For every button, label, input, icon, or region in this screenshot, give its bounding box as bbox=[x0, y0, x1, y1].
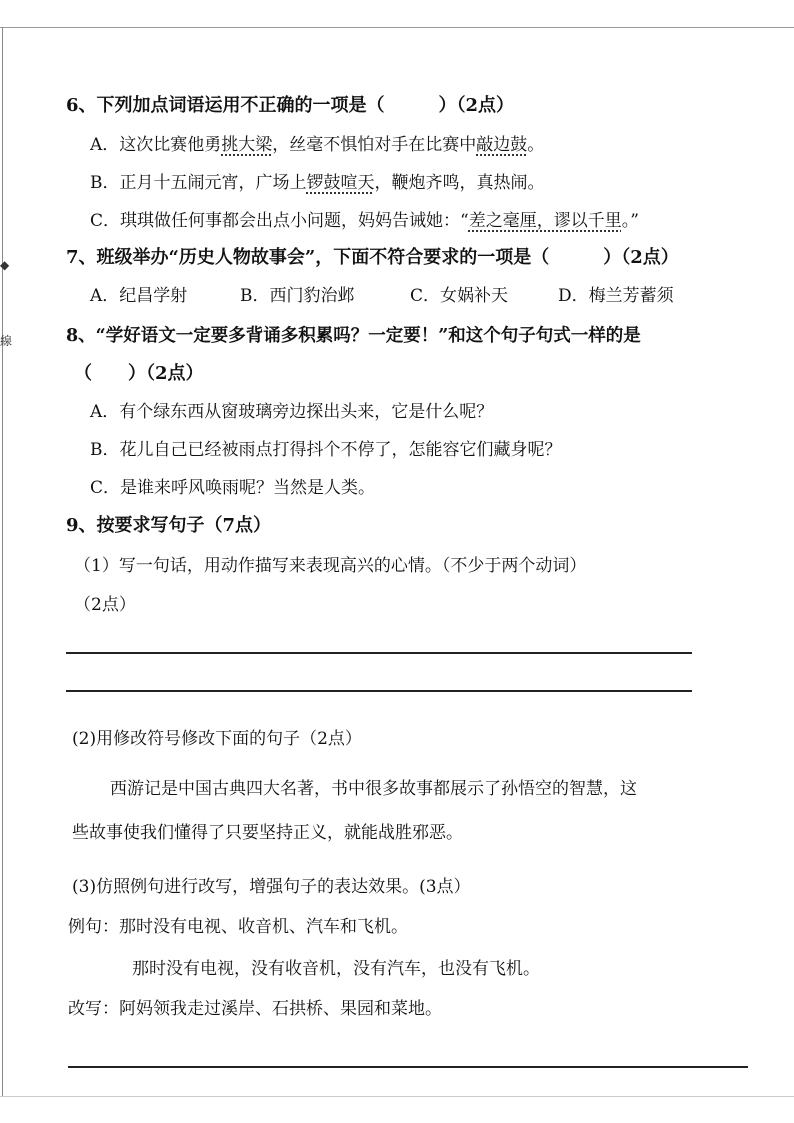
q8-option-b: B．花儿自己已经被雨点打得抖个不停了，怎能容它们藏身呢？ bbox=[90, 440, 562, 460]
q6-option-c bbox=[90, 210, 639, 232]
q9-part1-prompt: （1）写一句话，用动作描写来表现高兴的心情。（不少于两个动词） bbox=[74, 556, 587, 576]
q6-c-dotted-text: 差之毫厘，谬以千里 bbox=[468, 211, 622, 231]
q6-a-text: A．这次比赛他勇 bbox=[90, 135, 222, 155]
binding-margin-mark: ◆ bbox=[0, 258, 10, 272]
q9-example-sentence: 例句：那时没有电视、收音机、汽车和飞机。 bbox=[68, 917, 408, 937]
q7-option-b: B．西门豹治邺 bbox=[240, 286, 355, 306]
q6-option-a bbox=[90, 134, 544, 156]
q9-part1-points: （2点） bbox=[74, 595, 136, 615]
answer-line[interactable] bbox=[66, 652, 692, 654]
q7-option-d: D．梅兰芳蓄须 bbox=[558, 286, 674, 306]
q6-b-dotted-text: 锣鼓喧天 bbox=[306, 173, 375, 193]
answer-line[interactable] bbox=[68, 1066, 748, 1068]
q9-part2-title: (2)用修改符号修改下面的句子（2点） bbox=[72, 729, 362, 749]
q6-b-text: B．正月十五闹元宵，广场上 bbox=[90, 173, 307, 193]
binding-margin-mark: 線 bbox=[0, 334, 13, 348]
q6-c-text: C．琪琪做任何事都会出点小问题，妈妈告诫她：“ bbox=[90, 211, 469, 231]
q6-stem: 6、下列加点词语运用不正确的一项是（ ）（2点） bbox=[66, 95, 515, 116]
answer-line[interactable] bbox=[66, 690, 692, 692]
q7-stem: 7、班级举办“历史人物故事会”，下面不符合要求的一项是（ ）（2点） bbox=[66, 247, 679, 268]
q6-a-text: ，丝毫不惧怕对手在比赛中 bbox=[272, 135, 477, 155]
q6-c-text: 。” bbox=[621, 211, 639, 231]
q6-a-dotted-text: 挑大梁 bbox=[221, 135, 273, 155]
q8-option-c: C．是谁来呼风唤雨呢？当然是人类。 bbox=[90, 478, 376, 498]
q6-option-b bbox=[90, 172, 545, 194]
q8-stem-continued: （ ）（2点） bbox=[74, 363, 204, 384]
q7-option-a: A．纪昌学射 bbox=[90, 286, 188, 306]
q9-part2-sentence-continued: 些故事使我们懂得了只要坚持正义，就能战胜邪恶。 bbox=[72, 823, 463, 843]
page-left-edge bbox=[2, 27, 3, 1097]
q6-a-dotted-word bbox=[221, 135, 272, 155]
q6-a-text: 。 bbox=[527, 135, 545, 155]
page-bottom-edge bbox=[0, 1096, 794, 1097]
q9-part2-sentence: 西游记是中国古典四大名著，书中很多故事都展示了孙悟空的智慧，这 bbox=[110, 779, 637, 799]
q6-b-text: ，鞭炮齐鸣，真热闹。 bbox=[374, 173, 545, 193]
q9-part3-title: (3)仿照例句进行改写，增强句子的表达效果。(3点） bbox=[72, 877, 471, 897]
q9-stem: 9、按要求写句子（7点） bbox=[66, 515, 272, 536]
q8-option-a: A．有个绿东西从窗玻璃旁边探出头来，它是什么呢？ bbox=[90, 402, 494, 422]
q9-example-rewritten: 那时没有电视，没有收音机，没有汽车，也没有飞机。 bbox=[132, 959, 540, 979]
q8-stem: 8、“学好语文一定要多背诵多积累吗？一定要！”和这个句子句式一样的是 bbox=[66, 326, 641, 346]
q9-rewrite-prompt: 改写：阿妈领我走过溪岸、石拱桥、果园和菜地。 bbox=[68, 999, 442, 1019]
page-top-edge bbox=[0, 27, 794, 28]
q6-a-dotted-text-2: 敲边鼓 bbox=[476, 135, 528, 155]
q7-option-c: C．女娲补天 bbox=[410, 286, 509, 306]
